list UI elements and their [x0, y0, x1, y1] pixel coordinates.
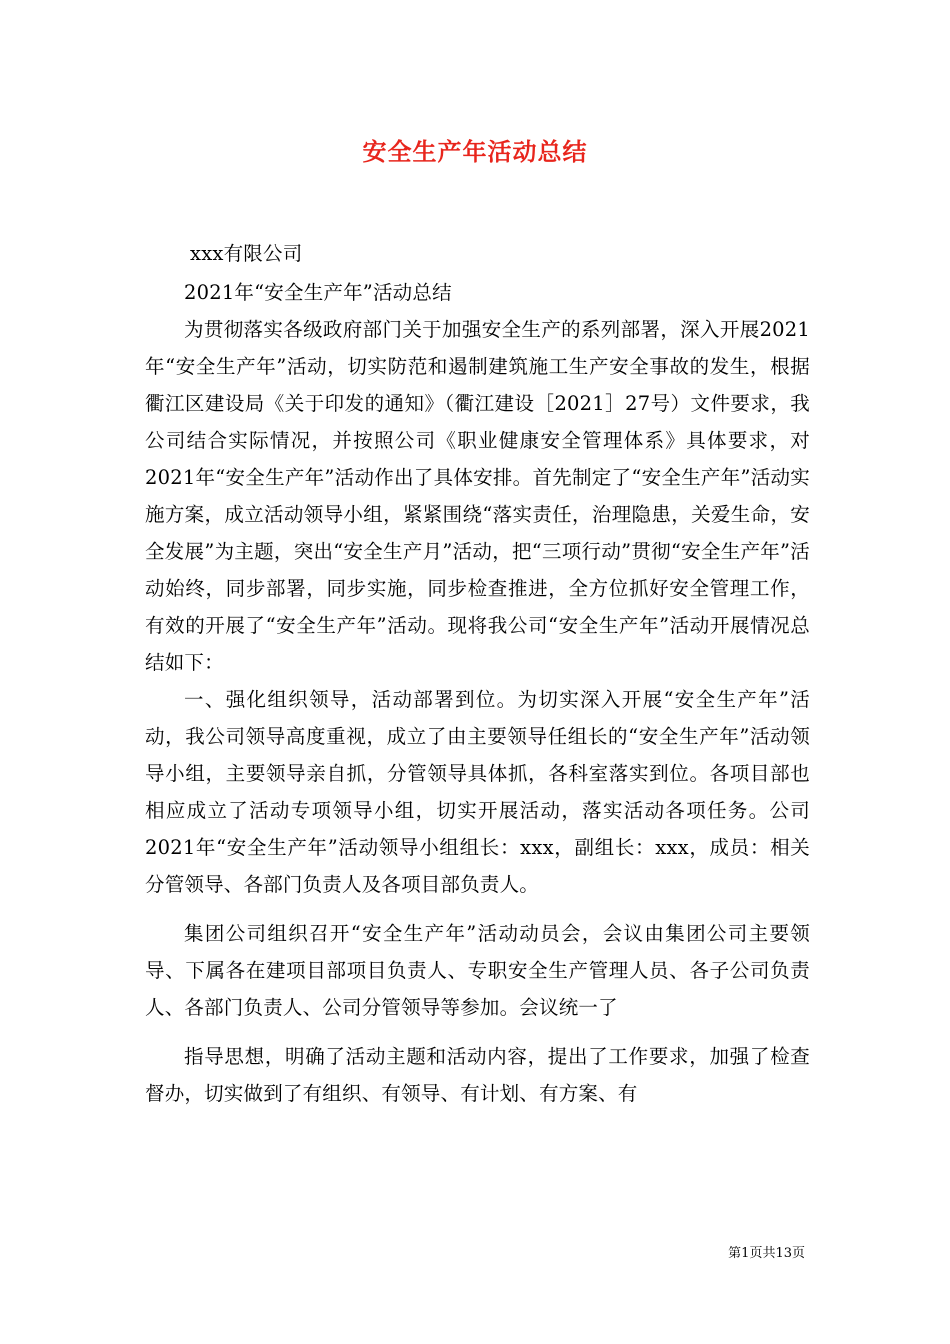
document-body — [145, 235, 810, 1112]
paragraph-section-one: 一、强化组织领导，活动部署到位。为切实深入开展“安全生产年”活动，我公司领导高度重视，成立了由主要领导任组长的“安全生产年”活动领导小组，主要领导亲自抓，分管领导具体抓，各科室落实到位。各项目部也相应成立了活动专项领导小组，切实开展活动，落实活动各项任务。公司2021年“安全生产年”活动领导小组组长：xxx，副组长：xxx，成员：相关分管领导、各部门负责人及各项目部负责人。 — [145, 688, 810, 896]
paragraph-guidance: 指导思想，明确了活动主题和活动内容，提出了工作要求，加强了检查督办，切实做到了有组织、有领导、有计划、有方案、有 — [145, 1045, 810, 1105]
company-name: xxx有限公司 — [190, 242, 303, 265]
page-number: 第1页共13页 — [728, 1246, 805, 1261]
paragraph-intro: 为贯彻落实各级政府部门关于加强安全生产的系列部署，深入开展2021年“安全生产年”活动，切实防范和遏制建筑施工生产安全事故的发生，根据衢江区建设局《关于印发的通知》（衢江建设［2021］27号）文件要求，我公司结合实际情况，并按照公司《职业健康安全管理体系》具体要求，对2021年“安全生产年”活动作出了具体安排。首先制定了“安全生产年”活动实施方案，成立活动领导小组，紧紧围绕“落实责任，治理隐患，关爱生命，安全发展”为主题，突出“安全生产月”活动，把“三项行动”贯彻“安全生产年”活动始终，同步部署，同步实施，同步检查推进，全方位抓好安全管理工作，有效的开展了“安全生产年”活动。现将我公司“安全生产年”活动开展情况总结如下： — [145, 318, 810, 674]
document-title: 安全生产年活动总结 — [362, 138, 588, 166]
document-subtitle: 2021年“安全生产年”活动总结 — [184, 281, 452, 304]
paragraph-meeting: 集团公司组织召开“安全生产年”活动动员会，会议由集团公司主要领导、下属各在建项目部项目负责人、专职安全生产管理人员、各子公司负责人、各部门负责人、公司分管领导等参加。会议统一了 — [145, 922, 810, 1019]
